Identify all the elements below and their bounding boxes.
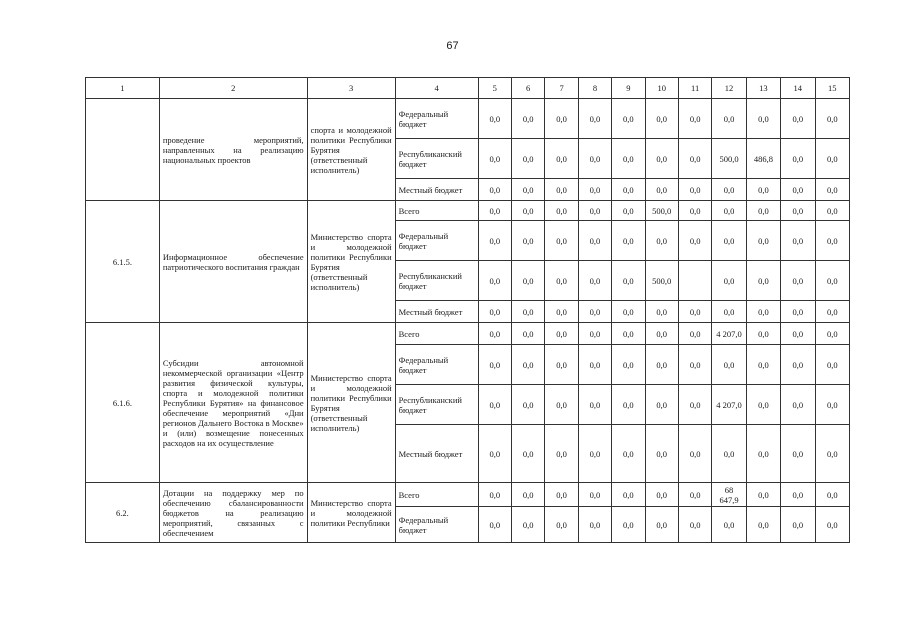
value-cell: 486,8 xyxy=(746,139,780,179)
header-cell: 1 xyxy=(86,78,160,99)
header-cell: 8 xyxy=(578,78,611,99)
value-cell: 0,0 xyxy=(746,261,780,301)
value-cell: 0,0 xyxy=(511,99,544,139)
value-cell: 0,0 xyxy=(645,507,678,543)
value-cell: 0,0 xyxy=(645,301,678,323)
value-cell: 0,0 xyxy=(645,179,678,201)
value-cell: 0,0 xyxy=(612,385,645,425)
item-name: Информационное обеспечение патриотического воспитания граждан xyxy=(159,201,307,323)
value-cell: 0,0 xyxy=(511,323,544,345)
funding-source: Федеральный бюджет xyxy=(395,221,478,261)
value-cell: 0,0 xyxy=(746,301,780,323)
item-name: Субсидии автономной некоммерческой организации «Центр развития физической культуры, спорта и молодежной политики Республики Бурятия» на финансовое обеспечение мероприятий «Дни регионов Дальнего Востока в Москве» и (или) возмещение понесенных расходов на их осуществление xyxy=(159,323,307,483)
value-cell: 0,0 xyxy=(612,507,645,543)
value-cell: 0,0 xyxy=(545,221,578,261)
value-cell: 0,0 xyxy=(478,323,511,345)
value-cell: 0,0 xyxy=(815,345,850,385)
value-cell: 4 207,0 xyxy=(712,323,746,345)
value-cell: 0,0 xyxy=(746,507,780,543)
value-cell: 0,0 xyxy=(478,139,511,179)
header-cell: 7 xyxy=(545,78,578,99)
value-cell: 0,0 xyxy=(746,201,780,221)
value-cell: 0,0 xyxy=(781,179,815,201)
value-cell: 0,0 xyxy=(478,345,511,385)
value-cell: 0,0 xyxy=(545,385,578,425)
value-cell: 0,0 xyxy=(645,221,678,261)
page-number: 67 xyxy=(446,40,459,52)
value-cell: 0,0 xyxy=(712,179,746,201)
funding-source: Местный бюджет xyxy=(395,301,478,323)
value-cell: 0,0 xyxy=(578,323,611,345)
item-executor: Министерство спорта и молодежной политики Республики Бурятия (ответственный исполнитель) xyxy=(307,201,395,323)
value-cell: 0,0 xyxy=(478,425,511,483)
value-cell: 0,0 xyxy=(511,201,544,221)
value-cell: 0,0 xyxy=(815,385,850,425)
value-cell: 0,0 xyxy=(746,425,780,483)
value-cell: 0,0 xyxy=(612,301,645,323)
value-cell: 0,0 xyxy=(781,301,815,323)
item-code: 6.2. xyxy=(86,483,160,543)
header-cell: 15 xyxy=(815,78,850,99)
value-cell: 0,0 xyxy=(612,483,645,507)
value-cell: 0,0 xyxy=(712,201,746,221)
item-name: Дотации на поддержку мер по обеспечению сбалансированности бюджетов на реализацию мероприятий, связанных с обеспечением xyxy=(159,483,307,543)
header-cell: 14 xyxy=(781,78,815,99)
value-cell: 0,0 xyxy=(545,201,578,221)
funding-source: Республиканский бюджет xyxy=(395,385,478,425)
item-executor: Министерство спорта и молодежной политики Республики xyxy=(307,483,395,543)
value-cell: 0,0 xyxy=(678,201,711,221)
value-cell: 0,0 xyxy=(511,507,544,543)
value-cell: 0,0 xyxy=(781,139,815,179)
table-row xyxy=(86,483,850,507)
funding-source: Республиканский бюджет xyxy=(395,139,478,179)
header-cell: 2 xyxy=(159,78,307,99)
header-cell: 11 xyxy=(678,78,711,99)
value-cell: 0,0 xyxy=(612,139,645,179)
table-row xyxy=(86,323,850,345)
funding-source: Всего xyxy=(395,201,478,221)
value-cell: 0,0 xyxy=(815,179,850,201)
value-cell: 0,0 xyxy=(511,385,544,425)
value-cell: 0,0 xyxy=(712,301,746,323)
value-cell: 0,0 xyxy=(545,483,578,507)
value-cell: 0,0 xyxy=(578,179,611,201)
value-cell: 0,0 xyxy=(545,345,578,385)
value-cell: 0,0 xyxy=(478,179,511,201)
value-cell: 0,0 xyxy=(612,323,645,345)
value-cell: 0,0 xyxy=(578,201,611,221)
value-cell: 0,0 xyxy=(578,261,611,301)
header-cell: 4 xyxy=(395,78,478,99)
value-cell: 0,0 xyxy=(781,261,815,301)
value-cell: 0,0 xyxy=(478,201,511,221)
value-cell: 0,0 xyxy=(678,507,711,543)
value-cell: 0,0 xyxy=(578,385,611,425)
value-cell: 0,0 xyxy=(511,301,544,323)
funding-source: Федеральный бюджет xyxy=(395,99,478,139)
value-cell: 500,0 xyxy=(645,201,678,221)
funding-source: Всего xyxy=(395,323,478,345)
header-cell: 10 xyxy=(645,78,678,99)
value-cell: 0,0 xyxy=(815,99,850,139)
value-cell: 500,0 xyxy=(712,139,746,179)
value-cell: 0,0 xyxy=(612,221,645,261)
value-cell: 0,0 xyxy=(815,483,850,507)
funding-source: Всего xyxy=(395,483,478,507)
value-cell: 0,0 xyxy=(815,201,850,221)
value-cell: 0,0 xyxy=(545,179,578,201)
value-cell: 0,0 xyxy=(578,345,611,385)
value-cell: 4 207,0 xyxy=(712,385,746,425)
value-cell: 0,0 xyxy=(612,179,645,201)
value-cell: 0,0 xyxy=(815,139,850,179)
value-cell: 0,0 xyxy=(712,99,746,139)
value-cell: 0,0 xyxy=(578,139,611,179)
value-cell: 0,0 xyxy=(612,345,645,385)
value-cell: 0,0 xyxy=(478,221,511,261)
value-cell: 0,0 xyxy=(645,323,678,345)
item-code: 6.1.6. xyxy=(86,323,160,483)
table-row xyxy=(86,99,850,139)
value-cell: 0,0 xyxy=(612,425,645,483)
funding-source: Местный бюджет xyxy=(395,179,478,201)
value-cell: 0,0 xyxy=(545,507,578,543)
item-code xyxy=(86,99,160,201)
value-cell: 0,0 xyxy=(815,261,850,301)
value-cell: 0,0 xyxy=(746,483,780,507)
funding-source: Республиканский бюджет xyxy=(395,261,478,301)
value-cell: 0,0 xyxy=(511,483,544,507)
header-cell: 6 xyxy=(511,78,544,99)
value-cell: 0,0 xyxy=(781,99,815,139)
value-cell: 0,0 xyxy=(678,425,711,483)
value-cell: 0,0 xyxy=(645,99,678,139)
value-cell: 0,0 xyxy=(645,483,678,507)
value-cell: 0,0 xyxy=(545,261,578,301)
value-cell: 0,0 xyxy=(746,221,780,261)
value-cell: 0,0 xyxy=(781,323,815,345)
value-cell: 0,0 xyxy=(781,345,815,385)
value-cell: 0,0 xyxy=(578,425,611,483)
header-row xyxy=(86,78,850,99)
funding-source: Местный бюджет xyxy=(395,425,478,483)
value-cell: 500,0 xyxy=(645,261,678,301)
item-code: 6.1.5. xyxy=(86,201,160,323)
header-cell: 5 xyxy=(478,78,511,99)
value-cell: 0,0 xyxy=(781,385,815,425)
value-cell: 0,0 xyxy=(545,425,578,483)
item-executor: спорта и молодежной политики Республики Бурятия (ответственный исполнитель) xyxy=(307,99,395,201)
value-cell: 0,0 xyxy=(511,345,544,385)
budget-table xyxy=(85,77,850,543)
value-cell: 0,0 xyxy=(678,483,711,507)
value-cell: 0,0 xyxy=(478,385,511,425)
value-cell: 0,0 xyxy=(678,139,711,179)
value-cell: 0,0 xyxy=(815,507,850,543)
value-cell: 0,0 xyxy=(478,99,511,139)
value-cell: 0,0 xyxy=(746,345,780,385)
value-cell: 0,0 xyxy=(578,99,611,139)
value-cell: 0,0 xyxy=(545,139,578,179)
value-cell: 0,0 xyxy=(678,301,711,323)
header-cell: 9 xyxy=(612,78,645,99)
value-cell: 0,0 xyxy=(511,221,544,261)
table-row xyxy=(86,201,850,221)
header-cell: 13 xyxy=(746,78,780,99)
value-cell: 0,0 xyxy=(746,179,780,201)
header-cell: 12 xyxy=(712,78,746,99)
item-executor: Министерство спорта и молодежной политики Республики Бурятия (ответственный исполнитель) xyxy=(307,323,395,483)
value-cell: 0,0 xyxy=(478,301,511,323)
value-cell: 0,0 xyxy=(478,483,511,507)
value-cell: 0,0 xyxy=(578,483,611,507)
value-cell: 0,0 xyxy=(645,425,678,483)
value-cell: 0,0 xyxy=(612,201,645,221)
value-cell: 0,0 xyxy=(645,385,678,425)
value-cell: 0,0 xyxy=(678,345,711,385)
value-cell: 0,0 xyxy=(712,345,746,385)
value-cell: 0,0 xyxy=(612,261,645,301)
value-cell: 0,0 xyxy=(478,261,511,301)
value-cell: 0,0 xyxy=(815,221,850,261)
value-cell: 0,0 xyxy=(781,221,815,261)
value-cell: 68 647,9 xyxy=(712,483,746,507)
value-cell: 0,0 xyxy=(578,221,611,261)
value-cell: 0,0 xyxy=(781,425,815,483)
value-cell: 0,0 xyxy=(578,301,611,323)
value-cell: 0,0 xyxy=(511,425,544,483)
value-cell: 0,0 xyxy=(815,301,850,323)
funding-source: Федеральный бюджет xyxy=(395,345,478,385)
funding-source: Федеральный бюджет xyxy=(395,507,478,543)
item-name: проведение мероприятий, направленных на реализацию национальных проектов xyxy=(159,99,307,201)
value-cell: 0,0 xyxy=(815,425,850,483)
value-cell: 0,0 xyxy=(678,179,711,201)
value-cell: 0,0 xyxy=(746,323,780,345)
value-cell: 0,0 xyxy=(545,301,578,323)
value-cell: 0,0 xyxy=(746,99,780,139)
value-cell xyxy=(678,261,711,301)
value-cell: 0,0 xyxy=(678,221,711,261)
value-cell: 0,0 xyxy=(815,323,850,345)
value-cell: 0,0 xyxy=(511,179,544,201)
value-cell: 0,0 xyxy=(478,507,511,543)
value-cell: 0,0 xyxy=(781,507,815,543)
value-cell: 0,0 xyxy=(612,99,645,139)
value-cell: 0,0 xyxy=(545,323,578,345)
value-cell: 0,0 xyxy=(678,385,711,425)
value-cell: 0,0 xyxy=(712,221,746,261)
value-cell: 0,0 xyxy=(712,507,746,543)
value-cell: 0,0 xyxy=(746,385,780,425)
value-cell: 0,0 xyxy=(678,99,711,139)
value-cell: 0,0 xyxy=(511,139,544,179)
value-cell: 0,0 xyxy=(781,483,815,507)
value-cell: 0,0 xyxy=(678,323,711,345)
value-cell: 0,0 xyxy=(511,261,544,301)
value-cell: 0,0 xyxy=(545,99,578,139)
header-cell: 3 xyxy=(307,78,395,99)
value-cell: 0,0 xyxy=(712,425,746,483)
value-cell: 0,0 xyxy=(712,261,746,301)
value-cell: 0,0 xyxy=(781,201,815,221)
value-cell: 0,0 xyxy=(645,139,678,179)
value-cell: 0,0 xyxy=(578,507,611,543)
value-cell: 0,0 xyxy=(645,345,678,385)
